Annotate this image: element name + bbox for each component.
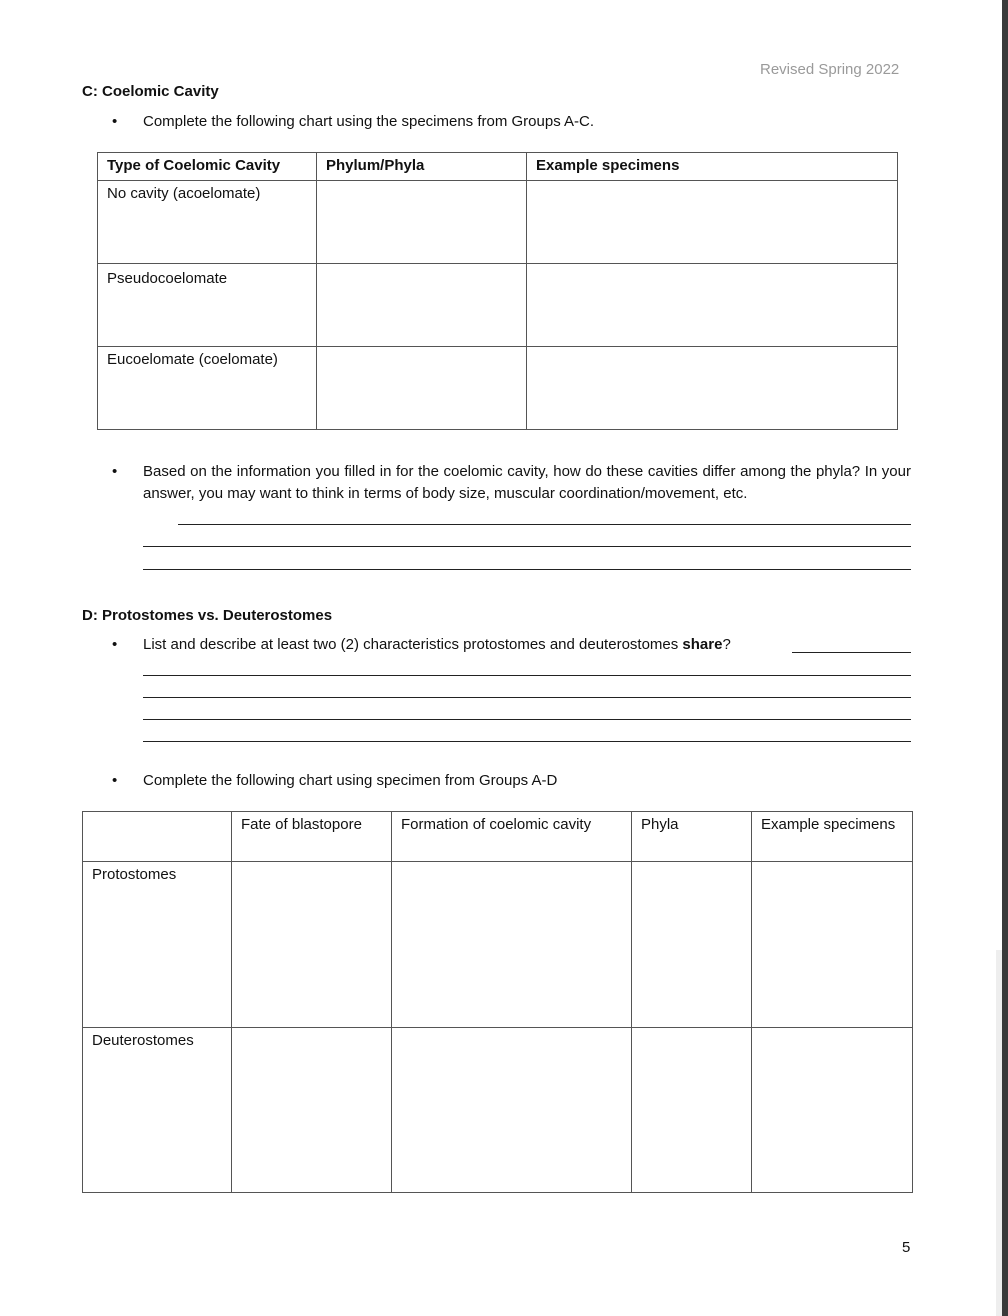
table-row — [83, 1028, 913, 1193]
section-d-question — [112, 634, 731, 656]
row-label: No cavity (acoelomate) — [98, 181, 317, 264]
section-d-title: D: Protostomes vs. Deuterostomes — [82, 607, 333, 624]
scrollbar-track[interactable] — [996, 950, 1002, 1316]
question-text: Based on the information you filled in for the coelomic cavity, how do these cavities differ among the phyla? In your answer, you may want to think in terms of body size, muscular coordination/movement, etc. — [143, 463, 911, 502]
question-emphasis: share — [682, 636, 723, 653]
specimen-cell[interactable] — [527, 181, 898, 264]
bullet-icon: • — [112, 463, 118, 480]
page-number: 5 — [902, 1239, 911, 1256]
phyla-cell[interactable] — [632, 862, 752, 1028]
question-mark: ? — [722, 636, 731, 653]
section-c-question — [112, 461, 911, 505]
phylum-cell[interactable] — [317, 347, 527, 430]
coelomic-cavity-table — [97, 152, 898, 430]
instruction-text: Complete the following chart using specimen from Groups A-D — [143, 772, 558, 789]
row-label: Deuterostomes — [83, 1028, 232, 1193]
answer-line[interactable] — [792, 652, 911, 653]
answer-line[interactable] — [143, 675, 911, 676]
row-label: Protostomes — [83, 862, 232, 1028]
table-header-row — [83, 812, 913, 862]
answer-line[interactable] — [143, 697, 911, 698]
table-row — [98, 347, 898, 430]
revision-note: Revised Spring 2022 — [760, 61, 900, 78]
section-c-title: C: Coelomic Cavity — [82, 83, 219, 100]
table-row — [98, 264, 898, 347]
answer-line[interactable] — [143, 569, 911, 570]
table-row — [98, 181, 898, 264]
phylum-cell[interactable] — [317, 181, 527, 264]
header-cell: Fate of blastopore — [232, 812, 392, 862]
specimen-cell[interactable] — [752, 1028, 913, 1193]
header-cell: Example specimens — [527, 153, 898, 181]
bullet-icon: • — [112, 772, 118, 789]
specimen-cell[interactable] — [527, 264, 898, 347]
page-edge — [1002, 0, 1008, 1316]
specimen-cell[interactable] — [752, 862, 913, 1028]
header-cell: Example specimens — [752, 812, 913, 862]
coelom-formation-cell[interactable] — [392, 862, 632, 1028]
header-cell: Formation of coelomic cavity — [392, 812, 632, 862]
header-cell: Type of Coelomic Cavity — [98, 153, 317, 181]
phyla-cell[interactable] — [632, 1028, 752, 1193]
header-cell: Phylum/Phyla — [317, 153, 527, 181]
table-header-row — [98, 153, 898, 181]
row-label: Pseudocoelomate — [98, 264, 317, 347]
header-cell: Phyla — [632, 812, 752, 862]
coelom-formation-cell[interactable] — [392, 1028, 632, 1193]
protostome-table — [82, 811, 913, 1193]
answer-line[interactable] — [143, 546, 911, 547]
blastopore-cell[interactable] — [232, 1028, 392, 1193]
question-text: List and describe at least two (2) characteristics protostomes and deuterostomes — [143, 636, 683, 653]
answer-line[interactable] — [143, 719, 911, 720]
specimen-cell[interactable] — [527, 347, 898, 430]
answer-line[interactable] — [178, 524, 911, 525]
section-c-instruction — [112, 111, 595, 133]
bullet-icon: • — [112, 636, 118, 653]
section-d-instruction — [112, 770, 558, 792]
phylum-cell[interactable] — [317, 264, 527, 347]
blastopore-cell[interactable] — [232, 862, 392, 1028]
row-label: Eucoelomate (coelomate) — [98, 347, 317, 430]
header-cell — [83, 812, 232, 862]
table-row — [83, 862, 913, 1028]
answer-line[interactable] — [143, 741, 911, 742]
bullet-icon: • — [112, 113, 118, 130]
instruction-text: Complete the following chart using the specimens from Groups A-C. — [143, 113, 595, 130]
